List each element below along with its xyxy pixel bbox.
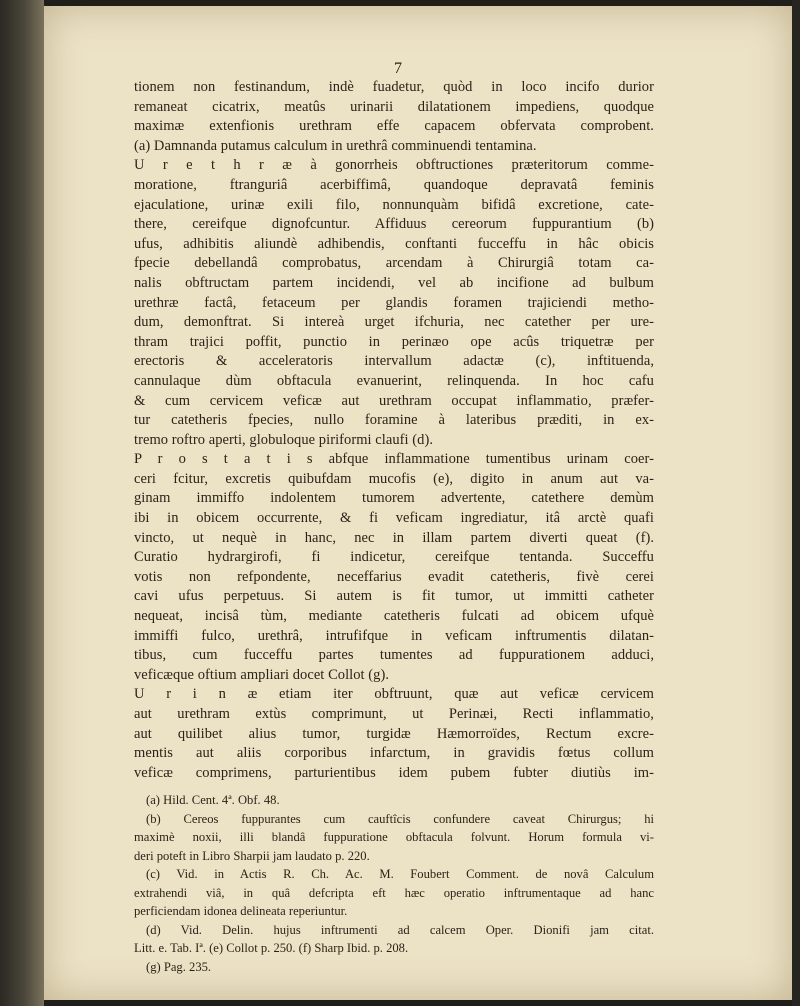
page-text bbox=[134, 60, 654, 976]
footnote-line: maximè noxii, illi blandâ fuppuratione obftacula folvunt. Horum formula vi- bbox=[134, 830, 654, 845]
body-line: tionem non festinandum, indè fuadetur, quòd in loco incifo durior bbox=[134, 79, 654, 95]
page-edge-right bbox=[792, 0, 800, 1006]
body-line: ufus, adhibitis aliundè adhibendis, conftanti fucceffu in hâc obicis bbox=[134, 235, 654, 252]
body-line: tibus, cum fucceffu partes tumentes ad fuppurationem adduci, bbox=[134, 647, 654, 664]
body-line: nequeat, incisâ tùm, mediante catetheris fulcati ad obicem ufquè bbox=[134, 608, 654, 625]
footnote-line: deri poteft in Libro Sharpii jam laudato p. 220. bbox=[134, 848, 370, 863]
body-line: ibi in obicem occurrente, & fi veficam ingrediatur, itâ arctè quafi bbox=[134, 510, 654, 527]
body-line: veficæque oftium ampliari docet Collot (g). bbox=[134, 666, 390, 683]
body-line: maximæ extenfionis urethram effe capacem obfervata comprobent. bbox=[134, 118, 654, 135]
body-line: ejaculatione, urinæ exili filo, nonnunquàm bifidâ excretione, cate- bbox=[134, 196, 654, 213]
footnote-line: Litt. e. Tab. Iª. (e) Collot p. 250. (f) Sharp Ibid. p. 208. bbox=[134, 941, 409, 956]
body-line: moratione, ftranguriâ acerbiffimâ, quandoque depravatâ feminis bbox=[134, 176, 654, 193]
footnote-line: (g) Pag. 235. bbox=[146, 959, 212, 974]
book-gutter bbox=[0, 0, 44, 1006]
footnote-line: (c) Vid. in Actis R. Ch. Ac. M. Foubert Comment. de novâ Calculum bbox=[146, 867, 654, 882]
body-line: aut urethram extùs comprimunt, ut Perinæi, Recti inflammatio, bbox=[134, 706, 654, 722]
body-line: urethræ factâ, fetaceum per glandis foramen trajiciendi metho- bbox=[134, 294, 654, 311]
body-line: nalis obftructam partem incidendi, vel ab incifione ad bulbum bbox=[134, 274, 654, 291]
body-line: thram trajici poffit, punctio in perinæo ope acûs triquetræ per bbox=[134, 333, 654, 350]
body-line: U r i n æ etiam iter obftruunt, quæ aut veficæ cervicem bbox=[134, 686, 654, 703]
body-line: fpecie debellandâ comprobatus, arcendam à Chirurgiâ totam ca- bbox=[134, 255, 654, 272]
footnote-line: (a) Hild. Cent. 4ª. Obf. 48. bbox=[146, 793, 280, 808]
body-line: ginam immiffo indolentem tumorem advertente, catethere demùm bbox=[134, 490, 654, 507]
body-line: votis non refpondente, neceffarius evadit catetheris, fivè cerei bbox=[134, 568, 654, 585]
body-line: immiffi fulco, urethrâ, intrufifque in veficam inftrumentis dilatan- bbox=[134, 627, 654, 644]
footnotes bbox=[134, 791, 654, 976]
body-line: Curatio hydrargirofi, fi indicetur, cereifque tentanda. Succeffu bbox=[134, 549, 654, 566]
footnote-line: extrahendi viâ, in quâ defcripta eft hæc operatio inftrumentaque ad hanc bbox=[134, 885, 654, 900]
body-line: & cum cervicem veficæ aut urethram occupat inflammatio, præfer- bbox=[134, 392, 654, 409]
body-line: U r e t h r æ à gonorrheis obftructiones præteritorum comme- bbox=[134, 157, 654, 174]
body-line: veficæ comprimens, parturientibus idem pubem fubter diutiùs im- bbox=[134, 764, 654, 781]
body-line: remaneat cicatrix, meatûs urinarii dilatationem impediens, quodque bbox=[134, 98, 654, 115]
body-line: tur catetheris fpecies, nullo foramine à lateribus præditi, in ex- bbox=[134, 412, 654, 429]
footnote-line: (b) Cereos fuppurantes cum cauftîcis confundere caveat Chirurgus; hi bbox=[146, 811, 654, 826]
body-line: (a) Damnanda putamus calculum in urethrâ comminuendi tentamina. bbox=[134, 137, 537, 154]
body-line: mentis aut aliis corporibus infarctum, in gravidis fœtus collum bbox=[134, 745, 654, 762]
body-line: vincto, ut nequè in hanc, nec in illam partem diverti queat (f). bbox=[134, 529, 654, 546]
body-text bbox=[134, 78, 654, 783]
body-line: cannulaque dùm obftacula evanuerint, relinquenda. In hoc cafu bbox=[134, 372, 654, 389]
body-line: P r o s t a t i s abfque inflammatione tumentibus urinam coer- bbox=[134, 451, 654, 468]
footnote-line: perficiendam idonea delineata reperiuntur. bbox=[134, 904, 348, 919]
body-line: tremo roftro aperti, globuloque piriformi claufi (d). bbox=[134, 431, 434, 448]
body-line: there, cereifque dignofcuntur. Affiduus cereorum fuppurantium (b) bbox=[134, 216, 654, 233]
body-line: erectoris & acceleratoris intervallum adactæ (c), inftituenda, bbox=[134, 353, 654, 370]
body-line: dum, demonftrat. Si intereà urget ifchuria, nec catether per ure- bbox=[134, 314, 654, 331]
body-line: cavi ufus perpetuus. Si autem is fit tumor, ut immitti catheter bbox=[134, 588, 654, 605]
footnote-line: (d) Vid. Delin. hujus inftrumenti ad calcem Oper. Dionifi jam citat. bbox=[146, 922, 654, 937]
body-line: ceri fcitur, excretis quibufdam mucofis (e), digito in anum aut va- bbox=[134, 470, 654, 487]
page-number: 7 bbox=[394, 60, 402, 77]
body-line: aut quilibet alius tumor, turgidæ Hæmorroïdes, Rectum excre- bbox=[134, 725, 654, 742]
